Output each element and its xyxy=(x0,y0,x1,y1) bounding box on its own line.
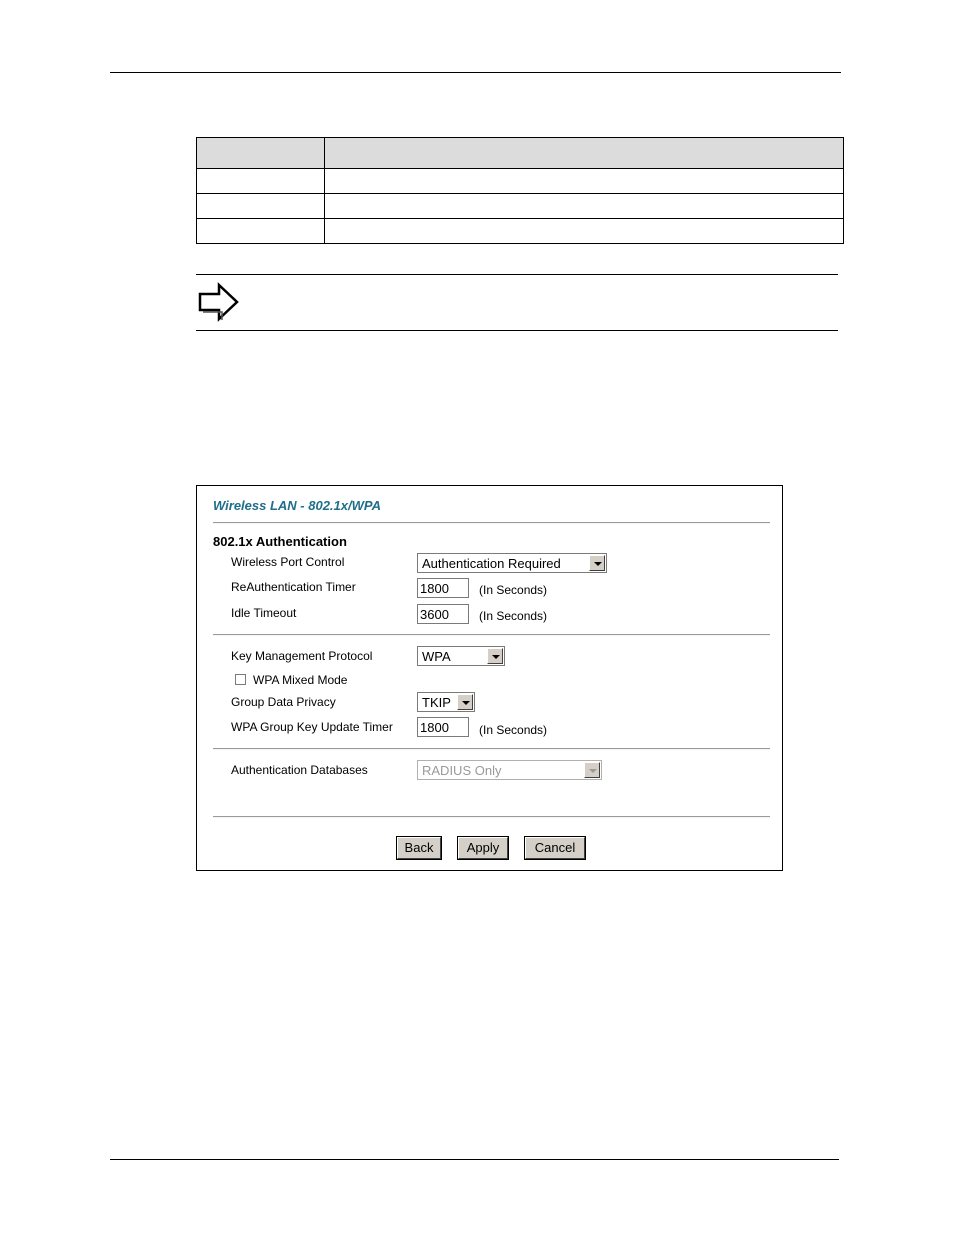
port-control-select[interactable] xyxy=(417,553,607,573)
footer-rule xyxy=(110,1159,839,1160)
panel-title: Wireless LAN - 802.1x/WPA xyxy=(213,498,381,513)
note-top-rule xyxy=(196,274,838,275)
group-key-timer-unit: (In Seconds) xyxy=(479,723,548,737)
group-privacy-label: Group Data Privacy xyxy=(231,695,336,709)
auth-db-label: Authentication Databases xyxy=(231,763,368,777)
section-title: 802.1x Authentication xyxy=(213,534,347,549)
idle-timeout-label: Idle Timeout xyxy=(231,606,297,620)
wlan-8021x-panel xyxy=(196,485,783,871)
idle-timeout-input[interactable] xyxy=(417,604,469,624)
table-row xyxy=(197,169,844,194)
table-row xyxy=(197,194,844,219)
key-mgmt-label: Key Management Protocol xyxy=(231,649,373,663)
header-rule xyxy=(110,72,841,73)
chevron-down-icon[interactable] xyxy=(457,694,473,710)
apply-button[interactable]: Apply xyxy=(457,836,509,860)
key-mgmt-select[interactable] xyxy=(417,646,505,666)
note-bottom-rule xyxy=(196,330,838,331)
document-table xyxy=(196,137,844,244)
separator xyxy=(213,816,770,818)
auth-db-value: RADIUS Only xyxy=(422,763,502,778)
group-privacy-select[interactable] xyxy=(417,692,475,712)
key-mgmt-value: WPA xyxy=(422,649,451,664)
reauth-timer-unit: (In Seconds) xyxy=(479,583,548,597)
group-key-timer-label: WPA Group Key Update Timer xyxy=(231,720,393,734)
group-privacy-value: TKIP xyxy=(422,695,451,710)
port-control-value: Authentication Required xyxy=(422,556,561,571)
chevron-down-icon[interactable] xyxy=(487,648,503,664)
cancel-button[interactable]: Cancel xyxy=(524,836,586,860)
back-button[interactable]: Back xyxy=(396,836,442,860)
wpa-mixed-checkbox[interactable] xyxy=(235,674,246,685)
reauth-timer-label: ReAuthentication Timer xyxy=(231,580,356,594)
port-control-label: Wireless Port Control xyxy=(231,555,345,569)
idle-timeout-unit: (In Seconds) xyxy=(479,609,548,623)
group-key-timer-input[interactable] xyxy=(417,717,469,737)
chevron-down-icon[interactable] xyxy=(584,762,600,778)
auth-db-select[interactable] xyxy=(417,760,602,780)
separator xyxy=(213,634,770,636)
wpa-mixed-label: WPA Mixed Mode xyxy=(253,673,348,687)
chevron-down-icon[interactable] xyxy=(589,555,605,571)
table-row xyxy=(197,219,844,244)
separator xyxy=(213,748,770,750)
arrow-right-outline-icon xyxy=(197,282,241,322)
reauth-timer-input[interactable] xyxy=(417,578,469,598)
table-header-row xyxy=(197,138,844,169)
separator xyxy=(213,522,770,524)
